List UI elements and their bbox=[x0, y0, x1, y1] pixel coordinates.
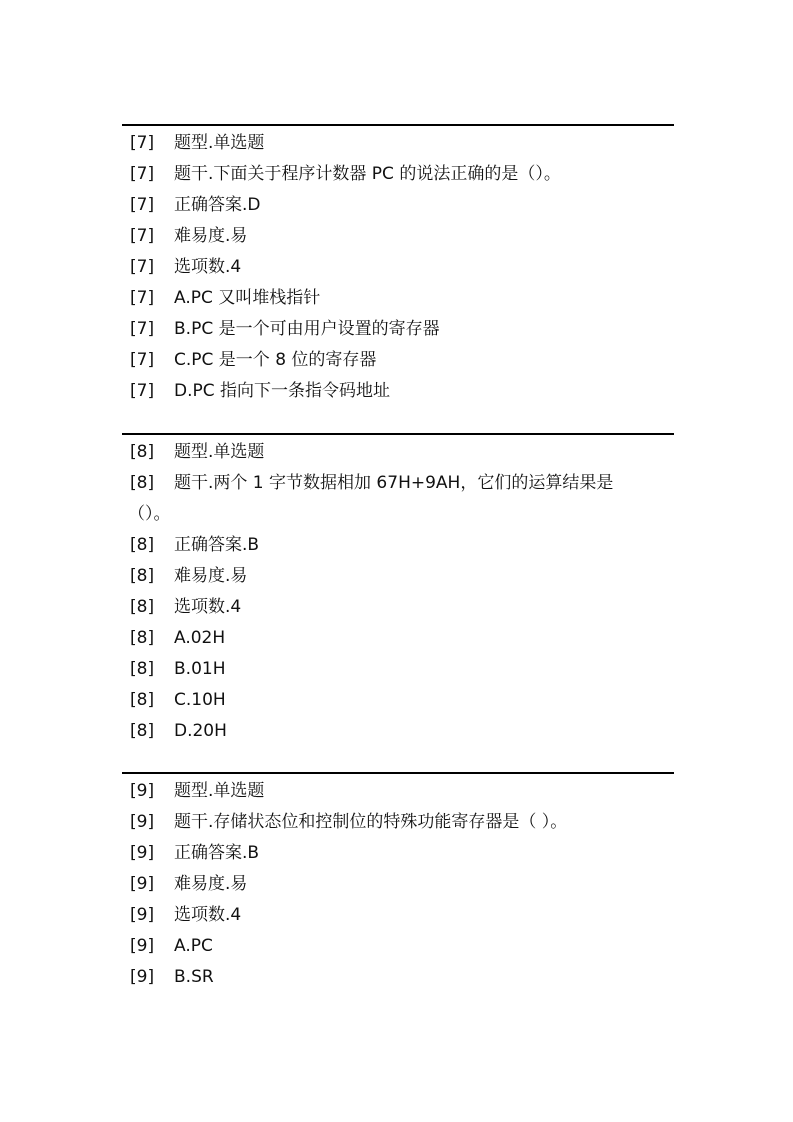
question-line bbox=[120, 962, 674, 993]
separator-rule bbox=[122, 124, 674, 126]
option-count: 选项数.4 bbox=[174, 905, 242, 925]
question-line bbox=[120, 561, 674, 592]
difficulty: 难易度.易 bbox=[174, 566, 248, 586]
option-a: A.PC 又叫堆栈指针 bbox=[174, 288, 321, 308]
question-line bbox=[120, 283, 674, 314]
question-line bbox=[120, 685, 674, 716]
question-number: [7] bbox=[130, 350, 155, 370]
question-stem-wrap: （）。 bbox=[128, 504, 171, 524]
question-number: [8] bbox=[130, 473, 155, 493]
question-line bbox=[120, 776, 674, 807]
question-number: [9] bbox=[130, 936, 155, 956]
question-number: [7] bbox=[130, 319, 155, 339]
separator-rule bbox=[122, 772, 674, 774]
option-d: D.20H bbox=[174, 721, 227, 741]
correct-answer: 正确答案.B bbox=[174, 843, 260, 863]
question-number: [8] bbox=[130, 659, 155, 679]
question-stem: 题干.存储状态位和控制位的特殊功能寄存器是（ ）。 bbox=[174, 812, 568, 832]
option-count: 选项数.4 bbox=[174, 257, 242, 277]
question-type: 题型.单选题 bbox=[174, 133, 265, 153]
question-line bbox=[120, 592, 674, 623]
question-number: [9] bbox=[130, 967, 155, 987]
question-line bbox=[120, 869, 674, 900]
question-line bbox=[120, 716, 674, 747]
question-line bbox=[120, 252, 674, 283]
question-number: [9] bbox=[130, 812, 155, 832]
question-number: [7] bbox=[130, 164, 155, 184]
question-line bbox=[120, 623, 674, 654]
separator-rule bbox=[122, 433, 674, 435]
question-number: [7] bbox=[130, 133, 155, 153]
option-b: B.01H bbox=[174, 659, 226, 679]
question-line bbox=[120, 159, 674, 190]
question-stem: 题干.两个 1 字节数据相加 67H+9AH，它们的运算结果是 bbox=[174, 473, 614, 493]
question-block-9 bbox=[120, 772, 674, 993]
question-number: [7] bbox=[130, 288, 155, 308]
question-number: [8] bbox=[130, 566, 155, 586]
question-line bbox=[120, 190, 674, 221]
question-block-7 bbox=[120, 124, 674, 407]
question-number: [8] bbox=[130, 690, 155, 710]
question-number: [8] bbox=[130, 597, 155, 617]
question-number: [9] bbox=[130, 781, 155, 801]
question-line bbox=[120, 221, 674, 252]
question-block-8 bbox=[120, 433, 674, 747]
question-number: [8] bbox=[130, 628, 155, 648]
question-number: [8] bbox=[130, 535, 155, 555]
question-number: [9] bbox=[130, 843, 155, 863]
option-d: D.PC 指向下一条指令码地址 bbox=[174, 381, 391, 401]
question-number: [7] bbox=[130, 195, 155, 215]
question-number: [9] bbox=[130, 874, 155, 894]
question-line bbox=[120, 128, 674, 159]
option-a: A.02H bbox=[174, 628, 226, 648]
question-number: [7] bbox=[130, 257, 155, 277]
difficulty: 难易度.易 bbox=[174, 226, 248, 246]
question-line bbox=[120, 530, 674, 561]
question-number: [9] bbox=[130, 905, 155, 925]
question-line bbox=[120, 376, 674, 407]
question-type: 题型.单选题 bbox=[174, 442, 265, 462]
question-number: [7] bbox=[130, 226, 155, 246]
question-line bbox=[120, 345, 674, 376]
question-stem-continuation bbox=[120, 499, 674, 530]
option-c: C.PC 是一个 8 位的寄存器 bbox=[174, 350, 377, 370]
option-a: A.PC bbox=[174, 936, 213, 956]
option-b: B.SR bbox=[174, 967, 214, 987]
correct-answer: 正确答案.B bbox=[174, 535, 260, 555]
question-line bbox=[120, 437, 674, 468]
question-line bbox=[120, 654, 674, 685]
question-line bbox=[120, 468, 674, 499]
question-stem: 题干.下面关于程序计数器 PC 的说法正确的是（）。 bbox=[174, 164, 561, 184]
option-c: C.10H bbox=[174, 690, 226, 710]
question-number: [8] bbox=[130, 721, 155, 741]
option-b: B.PC 是一个可由用户设置的寄存器 bbox=[174, 319, 440, 339]
question-line bbox=[120, 931, 674, 962]
correct-answer: 正确答案.D bbox=[174, 195, 261, 215]
question-number: [7] bbox=[130, 381, 155, 401]
question-line bbox=[120, 900, 674, 931]
question-number: [8] bbox=[130, 442, 155, 462]
option-count: 选项数.4 bbox=[174, 597, 242, 617]
difficulty: 难易度.易 bbox=[174, 874, 248, 894]
question-type: 题型.单选题 bbox=[174, 781, 265, 801]
question-line bbox=[120, 838, 674, 869]
question-line bbox=[120, 807, 674, 838]
question-line bbox=[120, 314, 674, 345]
